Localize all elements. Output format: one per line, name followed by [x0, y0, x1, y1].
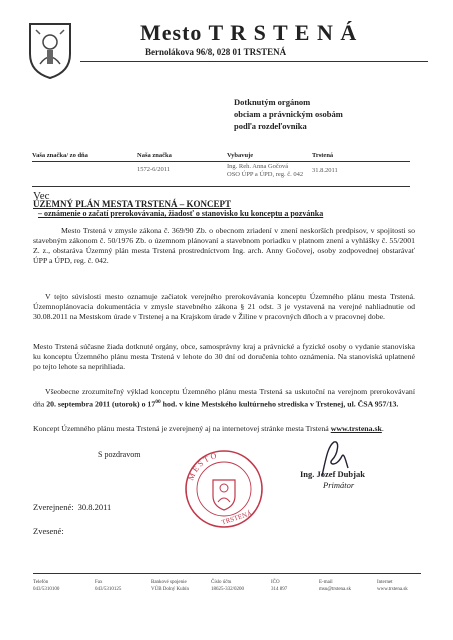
our-reference-number: 1572-6/2011	[137, 166, 170, 173]
website-paragraph: Koncept Územného plánu mesta Trstená je zverejnený aj na internetovej stránke mesta Trstená www.trstena.sk.	[33, 424, 384, 433]
town-crest-logo	[26, 20, 74, 80]
meeting-paragraph	[33, 387, 415, 410]
body-paragraph: V tejto súvislosti mesto oznamuje začiatok verejného prerokovávania konceptu Územného plánu mesta Trstená. Územnoplánovacia dokumentácia v zmysle stavebného zákona § 21 odst. 3 je vystavená na verejné nahliadnutie od 30.08.2011 na Mestskom úrade v Trstenej a na Krajskom úrade v Žiline v pracovných dňoch a v pracovnej dobe.	[33, 292, 415, 321]
reference-value-row	[32, 162, 410, 187]
header-our-ref: Naša značka	[137, 152, 172, 159]
footer-bank: Bankové spojenie VÚB Dolný Kubín	[151, 580, 190, 592]
handler-name: Ing. Reh. Anna Gočová	[227, 163, 289, 170]
footer-fax: Fax 043/5310125	[95, 580, 122, 592]
header-divider	[80, 61, 428, 62]
header-place-date: Trstená	[312, 152, 334, 159]
header-your-ref: Vaša značka/ zo dňa	[32, 152, 88, 159]
header-handler: Vybavuje	[227, 152, 254, 159]
signatory-name: Ing. Jozef Dubjak	[300, 469, 365, 479]
website-link[interactable]: www.trstena.sk	[330, 424, 382, 433]
footer-divider	[33, 573, 421, 574]
footer-phone: Telefón 043/5310100	[33, 580, 60, 592]
signatory-role: Primátor	[323, 480, 355, 490]
svg-text:MESTO: MESTO	[186, 450, 220, 482]
recipient-block	[234, 96, 343, 132]
greeting: S pozdravom	[98, 450, 141, 459]
letter-date: 31.8.2011	[312, 167, 338, 174]
recipient-line: podľa rozdeľovníka	[234, 121, 307, 131]
meeting-intro: Všeobecne zrozumiteľný výklad konceptu Územného plánu mesta Trstená sa uskutoční na verejnom prerokovávaní dňa	[33, 387, 415, 409]
published-label: Zverejnené:	[33, 502, 74, 512]
footer-email: E-mail msu@trstena.sk	[319, 580, 351, 592]
published-line	[33, 502, 111, 512]
town-address: Bernolákova 96/8, 028 01 TRSTENÁ	[145, 47, 287, 57]
subject-subtitle: – oznámenie o začatí prerokovávania, žiadosť o stanovisko ku konceptu a pozvánka	[38, 209, 324, 218]
footer-internet: Internet www.trstena.sk	[377, 580, 408, 592]
subject-heading: Vec	[33, 190, 50, 202]
svg-text:TRSTENÁ: TRSTENÁ	[220, 509, 253, 527]
footer-ico: IČO 314 897	[271, 580, 288, 592]
meeting-place: hod. v kine Mestského kultúrneho strediska v Trstenej, ul. ČSA 957/13.	[160, 399, 399, 409]
reference-table	[32, 151, 410, 187]
footer-account: Číslo účtu 18625-332/0200	[211, 580, 245, 592]
subject-title: ÚZEMNÝ PLÁN MESTA TRSTENÁ – KONCEPT	[33, 199, 231, 209]
website-intro: Koncept Územného plánu mesta Trstená je zverejnený aj na internetovej stránke mesta Trstená	[33, 424, 331, 433]
published-date: 30.8.2011	[77, 502, 112, 512]
recipient-line: obciam a právnickým osobám	[234, 109, 343, 119]
meeting-date: 20. septembra 2011 (utorok) o 17	[46, 399, 156, 409]
recipient-line: Dotknutým orgánom	[234, 97, 311, 107]
body-paragraph: Mesto Trstená súčasne žiada dotknuté orgány, obce, samosprávny kraj a právnické a fyzické osoby o vydanie stanoviska ku konceptu Územného plánu mesta Trstená v lehote do 30 dní od doručenia tohto oznámenia. Na stanoviská uplatnené po tejto lehote sa neprihliada.	[33, 342, 415, 371]
official-stamp	[183, 448, 265, 530]
body-paragraph: Mesto Trstená v zmysle zákona č. 369/90 Zb. o obecnom zriadení v znení neskorších predpisov, v spojitosti so stavebným zákonom č. 50/1976 Zb. o územnom plánovaní a stavebnom poriadku v platnom znení a vyhlášky č. 55/2001 Z. z., obstaráva Územný plán mesta Trstená prostredníctvom Ing. arch. Anny Gočovej, osoby zodpovednej obstarávať ÚPP a ÚPD, reg. č. 042.	[33, 226, 415, 265]
town-title: Mesto T R S T E N Á	[140, 20, 358, 45]
meeting-time-minutes: 00	[155, 399, 161, 405]
withdrawn-label: Zvesené:	[33, 526, 64, 536]
reference-header-row	[32, 151, 410, 162]
handler-detail: OSO ÚPP a ÚPD, reg. č. 042	[227, 171, 304, 178]
